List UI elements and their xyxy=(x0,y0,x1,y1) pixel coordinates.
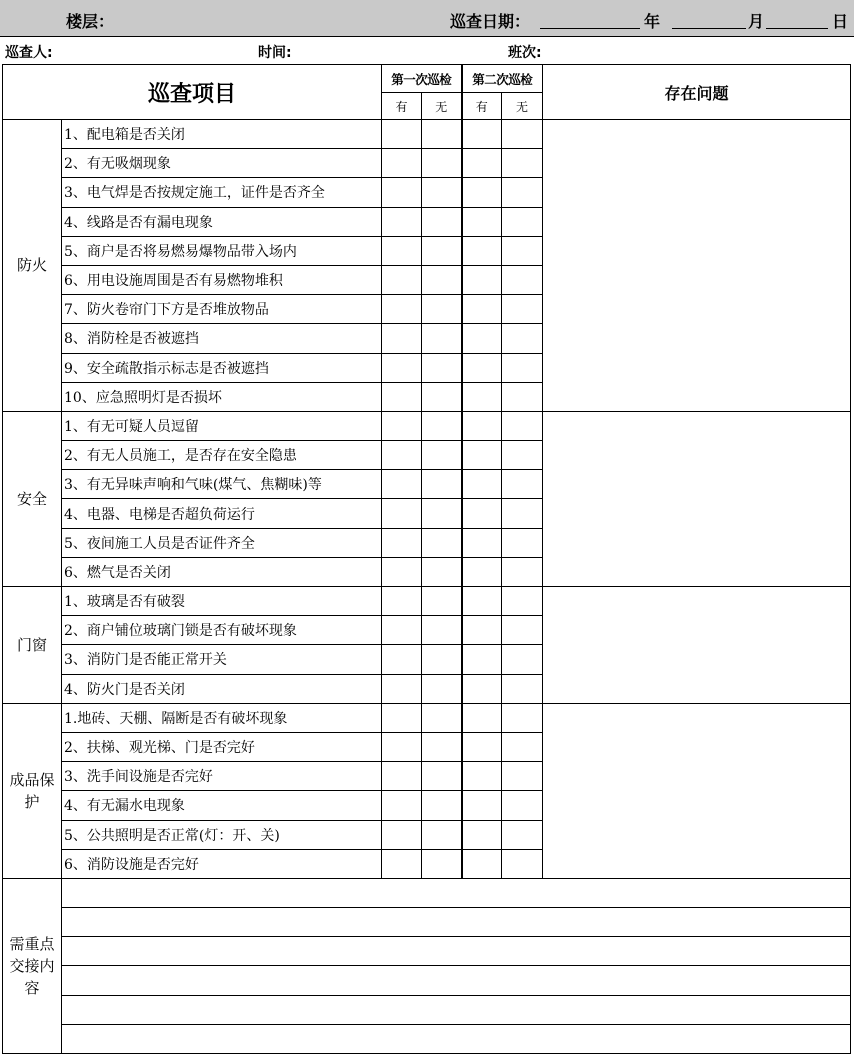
check-item: 3、电气焊是否按规定施工，证件是否齐全 xyxy=(62,178,382,207)
first-pass-no-cell[interactable] xyxy=(422,353,462,382)
first-pass-no-cell[interactable] xyxy=(422,849,462,878)
second-pass-yes-cell[interactable] xyxy=(462,441,502,470)
second-pass-yes-cell[interactable] xyxy=(462,587,502,616)
check-item: 2、商户铺位玻璃门锁是否有破坏现象 xyxy=(62,616,382,645)
check-item: 4、线路是否有漏电现象 xyxy=(62,207,382,236)
second-pass-yes-cell[interactable] xyxy=(462,265,502,294)
first-pass-no-cell[interactable] xyxy=(422,236,462,265)
handover-line[interactable] xyxy=(62,878,851,907)
check-item: 2、有无吸烟现象 xyxy=(62,149,382,178)
second-pass-yes-cell[interactable] xyxy=(462,732,502,761)
first-pass-no-cell[interactable] xyxy=(422,791,462,820)
first-pass-yes-cell[interactable] xyxy=(382,820,422,849)
second-pass-yes-cell[interactable] xyxy=(462,149,502,178)
second-pass-yes-cell[interactable] xyxy=(462,674,502,703)
first-pass-no-cell[interactable] xyxy=(422,703,462,732)
first-pass-no-cell[interactable] xyxy=(422,674,462,703)
second-pass-no-cell[interactable] xyxy=(502,703,543,732)
second-pass-yes-cell[interactable] xyxy=(462,295,502,324)
first-pass-no-cell[interactable] xyxy=(422,762,462,791)
second-pass-no-cell[interactable] xyxy=(502,236,543,265)
first-pass-yes-cell[interactable] xyxy=(382,441,422,470)
check-item: 1.地砖、天棚、隔断是否有破坏现象 xyxy=(62,703,382,732)
handover-row xyxy=(3,878,851,907)
check-item: 9、安全疏散指示标志是否被遮挡 xyxy=(62,353,382,382)
first-pass-no-cell[interactable] xyxy=(422,528,462,557)
first-pass-yes-cell[interactable] xyxy=(382,499,422,528)
handover-row xyxy=(3,966,851,995)
first-pass-no-cell[interactable] xyxy=(422,178,462,207)
table-title: 巡查项目 xyxy=(3,65,382,120)
first-pass-yes-cell[interactable] xyxy=(382,382,422,411)
first-pass-yes-cell[interactable] xyxy=(382,849,422,878)
second-pass-no-cell[interactable] xyxy=(502,820,543,849)
check-item: 1、玻璃是否有破裂 xyxy=(62,587,382,616)
table-row xyxy=(3,411,851,440)
check-item: 4、电器、电梯是否超负荷运行 xyxy=(62,499,382,528)
month-blank[interactable] xyxy=(672,28,746,29)
table-row xyxy=(3,703,851,732)
second-pass-header: 第二次巡检 xyxy=(462,65,543,93)
check-item: 7、防火卷帘门下方是否堆放物品 xyxy=(62,295,382,324)
form-subheader xyxy=(0,37,854,64)
check-item: 5、夜间施工人员是否证件齐全 xyxy=(62,528,382,557)
year-blank[interactable] xyxy=(540,28,640,29)
check-item: 6、消防设施是否完好 xyxy=(62,849,382,878)
time-label: 时间: xyxy=(258,45,292,61)
first-pass-no-cell[interactable] xyxy=(422,207,462,236)
second-pass-yes-cell[interactable] xyxy=(462,616,502,645)
check-item: 4、有无漏水电现象 xyxy=(62,791,382,820)
second-pass-yes-cell[interactable] xyxy=(462,557,502,586)
first-pass-no-cell[interactable] xyxy=(422,645,462,674)
day-label: 日 xyxy=(832,12,849,31)
second-pass-no-cell[interactable] xyxy=(502,324,543,353)
check-item: 6、用电设施周围是否有易燃物堆积 xyxy=(62,265,382,294)
second-pass-yes-cell[interactable] xyxy=(462,324,502,353)
first-pass-no-cell[interactable] xyxy=(422,732,462,761)
second-pass-yes-cell[interactable] xyxy=(462,411,502,440)
first-pass-yes-cell[interactable] xyxy=(382,149,422,178)
handover-row xyxy=(3,995,851,1024)
check-item: 5、公共照明是否正常(灯：开、关) xyxy=(62,820,382,849)
handover-line[interactable] xyxy=(62,937,851,966)
first-pass-no-cell[interactable] xyxy=(422,411,462,440)
second-pass-no-cell[interactable] xyxy=(502,762,543,791)
check-item: 10、应急照明灯是否损坏 xyxy=(62,382,382,411)
first-pass-yes-cell[interactable] xyxy=(382,762,422,791)
second-pass-yes-cell[interactable] xyxy=(462,207,502,236)
problem-header: 存在问题 xyxy=(543,65,851,120)
second-pass-yes-header: 有 xyxy=(462,93,502,120)
handover-line[interactable] xyxy=(62,966,851,995)
first-pass-yes-cell[interactable] xyxy=(382,178,422,207)
check-item: 1、配电箱是否关闭 xyxy=(62,120,382,149)
problem-cell[interactable] xyxy=(543,120,851,412)
first-pass-no-cell[interactable] xyxy=(422,587,462,616)
handover-line[interactable] xyxy=(62,908,851,937)
second-pass-yes-cell[interactable] xyxy=(462,791,502,820)
second-pass-no-cell[interactable] xyxy=(502,149,543,178)
category-label: 防火 xyxy=(3,120,62,412)
second-pass-no-cell[interactable] xyxy=(502,411,543,440)
first-pass-no-cell[interactable] xyxy=(422,295,462,324)
check-item: 2、扶梯、观光梯、门是否完好 xyxy=(62,732,382,761)
first-pass-yes-cell[interactable] xyxy=(382,236,422,265)
first-pass-yes-cell[interactable] xyxy=(382,703,422,732)
first-pass-yes-cell[interactable] xyxy=(382,265,422,294)
table-row xyxy=(3,587,851,616)
day-blank[interactable] xyxy=(766,28,828,29)
second-pass-yes-cell[interactable] xyxy=(462,703,502,732)
second-pass-no-header: 无 xyxy=(502,93,543,120)
check-item: 8、消防栓是否被遮挡 xyxy=(62,324,382,353)
second-pass-no-cell[interactable] xyxy=(502,265,543,294)
first-pass-yes-cell[interactable] xyxy=(382,324,422,353)
first-pass-no-cell[interactable] xyxy=(422,616,462,645)
second-pass-yes-cell[interactable] xyxy=(462,353,502,382)
year-label: 年 xyxy=(644,12,661,31)
date-label: 巡查日期： xyxy=(450,12,531,31)
first-pass-yes-cell[interactable] xyxy=(382,470,422,499)
first-pass-yes-cell[interactable] xyxy=(382,528,422,557)
first-pass-no-cell[interactable] xyxy=(422,441,462,470)
problem-cell[interactable] xyxy=(543,703,851,878)
first-pass-no-cell[interactable] xyxy=(422,820,462,849)
second-pass-no-cell[interactable] xyxy=(502,382,543,411)
second-pass-no-cell[interactable] xyxy=(502,645,543,674)
second-pass-no-cell[interactable] xyxy=(502,499,543,528)
inspection-table xyxy=(2,64,851,1054)
shift-label: 班次: xyxy=(508,45,542,61)
second-pass-no-cell[interactable] xyxy=(502,207,543,236)
second-pass-yes-cell[interactable] xyxy=(462,382,502,411)
first-pass-no-cell[interactable] xyxy=(422,120,462,149)
first-pass-yes-header: 有 xyxy=(382,93,422,120)
second-pass-yes-cell[interactable] xyxy=(462,470,502,499)
second-pass-yes-cell[interactable] xyxy=(462,178,502,207)
first-pass-no-header: 无 xyxy=(422,93,462,120)
first-pass-yes-cell[interactable] xyxy=(382,674,422,703)
second-pass-no-cell[interactable] xyxy=(502,528,543,557)
first-pass-no-cell[interactable] xyxy=(422,324,462,353)
first-pass-no-cell[interactable] xyxy=(422,265,462,294)
first-pass-yes-cell[interactable] xyxy=(382,791,422,820)
check-item: 6、燃气是否关闭 xyxy=(62,557,382,586)
first-pass-yes-cell[interactable] xyxy=(382,645,422,674)
check-item: 5、商户是否将易燃易爆物品带入场内 xyxy=(62,236,382,265)
second-pass-no-cell[interactable] xyxy=(502,732,543,761)
check-item: 3、洗手间设施是否完好 xyxy=(62,762,382,791)
handover-row xyxy=(3,1024,851,1053)
first-pass-yes-cell[interactable] xyxy=(382,295,422,324)
category-label: 门窗 xyxy=(3,587,62,704)
second-pass-yes-cell[interactable] xyxy=(462,849,502,878)
problem-cell[interactable] xyxy=(543,587,851,704)
second-pass-no-cell[interactable] xyxy=(502,441,543,470)
category-label: 安全 xyxy=(3,411,62,586)
first-pass-no-cell[interactable] xyxy=(422,470,462,499)
second-pass-no-cell[interactable] xyxy=(502,849,543,878)
second-pass-no-cell[interactable] xyxy=(502,674,543,703)
handover-row xyxy=(3,937,851,966)
second-pass-yes-cell[interactable] xyxy=(462,236,502,265)
check-item: 3、消防门是否能正常开关 xyxy=(62,645,382,674)
form-header xyxy=(0,0,854,37)
table-row xyxy=(3,120,851,149)
second-pass-no-cell[interactable] xyxy=(502,557,543,586)
second-pass-yes-cell[interactable] xyxy=(462,645,502,674)
second-pass-yes-cell[interactable] xyxy=(462,120,502,149)
first-pass-no-cell[interactable] xyxy=(422,499,462,528)
second-pass-yes-cell[interactable] xyxy=(462,499,502,528)
first-pass-no-cell[interactable] xyxy=(422,382,462,411)
handover-line[interactable] xyxy=(62,1024,851,1053)
handover-line[interactable] xyxy=(62,995,851,1024)
first-pass-yes-cell[interactable] xyxy=(382,411,422,440)
first-pass-yes-cell[interactable] xyxy=(382,616,422,645)
floor-label: 楼层： xyxy=(66,12,115,31)
first-pass-yes-cell[interactable] xyxy=(382,587,422,616)
second-pass-no-cell[interactable] xyxy=(502,178,543,207)
check-item: 3、有无异味声响和气味(煤气、焦糊味)等 xyxy=(62,470,382,499)
second-pass-yes-cell[interactable] xyxy=(462,528,502,557)
second-pass-no-cell[interactable] xyxy=(502,120,543,149)
second-pass-yes-cell[interactable] xyxy=(462,762,502,791)
check-item: 1、有无可疑人员逗留 xyxy=(62,411,382,440)
second-pass-no-cell[interactable] xyxy=(502,353,543,382)
second-pass-no-cell[interactable] xyxy=(502,587,543,616)
first-pass-yes-cell[interactable] xyxy=(382,207,422,236)
first-pass-yes-cell[interactable] xyxy=(382,732,422,761)
check-item: 2、有无人员施工，是否存在安全隐患 xyxy=(62,441,382,470)
second-pass-no-cell[interactable] xyxy=(502,791,543,820)
second-pass-no-cell[interactable] xyxy=(502,295,543,324)
month-label: 月 xyxy=(748,12,765,31)
category-label: 成品保护 xyxy=(3,703,62,878)
first-pass-no-cell[interactable] xyxy=(422,557,462,586)
problem-cell[interactable] xyxy=(543,411,851,586)
first-pass-yes-cell[interactable] xyxy=(382,557,422,586)
inspector-label: 巡查人: xyxy=(5,45,53,61)
first-pass-yes-cell[interactable] xyxy=(382,120,422,149)
handover-label: 需重点交接内容 xyxy=(3,878,62,1053)
check-item: 4、防火门是否关闭 xyxy=(62,674,382,703)
first-pass-header: 第一次巡检 xyxy=(382,65,462,93)
first-pass-yes-cell[interactable] xyxy=(382,353,422,382)
second-pass-no-cell[interactable] xyxy=(502,616,543,645)
second-pass-no-cell[interactable] xyxy=(502,470,543,499)
handover-row xyxy=(3,908,851,937)
second-pass-yes-cell[interactable] xyxy=(462,820,502,849)
first-pass-no-cell[interactable] xyxy=(422,149,462,178)
